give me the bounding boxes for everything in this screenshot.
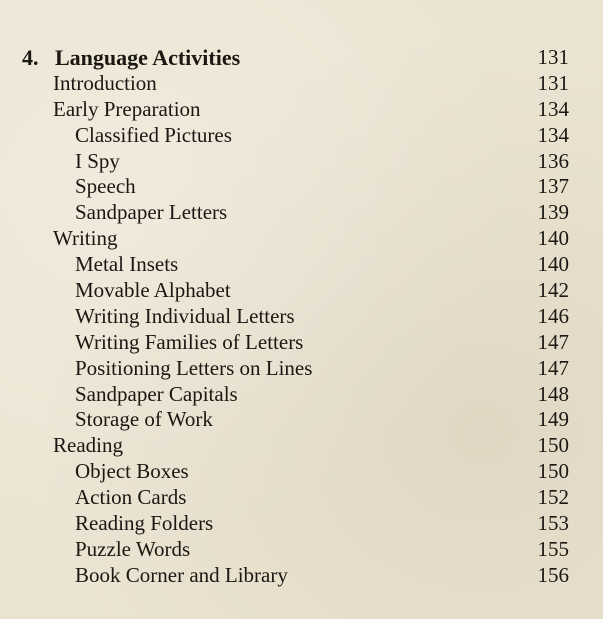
toc-entry-title: Writing Individual Letters [75, 303, 295, 328]
toc-entry-page-number: 137 [537, 174, 569, 199]
toc-entry [0, 356, 603, 382]
toc-entry [0, 511, 603, 537]
table-of-contents [0, 45, 603, 589]
toc-entry [0, 459, 603, 485]
toc-entry-title: Introduction [53, 70, 157, 95]
toc-entry [0, 123, 603, 149]
toc-entry [0, 149, 603, 175]
toc-entry-page-number: 150 [537, 459, 569, 484]
toc-entry-page-number: 142 [537, 278, 569, 303]
toc-entry-title: Metal Insets [75, 252, 179, 277]
toc-entry-page-number: 140 [537, 252, 569, 277]
toc-entry-page-number: 147 [537, 329, 569, 354]
toc-entry-title: Sandpaper Letters [75, 200, 228, 225]
toc-entry [0, 97, 603, 123]
toc-entry [0, 226, 603, 252]
toc-entry-page-number: 152 [537, 485, 569, 510]
toc-entry-page-number: 134 [537, 122, 569, 147]
toc-entry-title: Classified Pictures [75, 122, 232, 147]
toc-entry [0, 485, 603, 511]
toc-entry-title: Object Boxes [75, 459, 189, 484]
toc-entry [0, 537, 603, 563]
toc-entry-title: Action Cards [75, 485, 187, 510]
toc-entry-title: Sandpaper Capitals [75, 381, 238, 406]
toc-entry-page-number: 150 [537, 433, 569, 458]
toc-entry-page-number: 140 [537, 226, 569, 251]
toc-entry [0, 174, 603, 200]
toc-entry-title: Speech [75, 174, 136, 199]
toc-entry-page-number: 149 [537, 407, 569, 432]
toc-entry [0, 71, 603, 97]
toc-entry-page-number: 147 [537, 355, 569, 380]
toc-entry-title: Puzzle Words [75, 536, 191, 561]
toc-entry-title: Writing Families of Letters [75, 329, 304, 354]
toc-entry [0, 200, 603, 226]
toc-entry-title: Book Corner and Library [75, 562, 288, 587]
toc-entry-title: Storage of Work [75, 407, 213, 432]
toc-entry [0, 304, 603, 330]
toc-entry-title: Writing [53, 226, 118, 251]
toc-entry [0, 382, 603, 408]
toc-entry-page-number: 146 [537, 303, 569, 328]
toc-entry-page-number: 156 [537, 562, 569, 587]
section-number: 4. [22, 45, 39, 70]
toc-entry-title: Positioning Letters on Lines [75, 355, 313, 380]
toc-entry [0, 563, 603, 589]
toc-entry-page-number: 153 [537, 511, 569, 536]
toc-entry [0, 407, 603, 433]
toc-entry-title: Early Preparation [53, 96, 201, 121]
toc-entry-title: I Spy [75, 148, 120, 173]
toc-entry-page-number: 131 [537, 70, 569, 95]
toc-entry [0, 330, 603, 356]
toc-entry-page-number: 139 [537, 200, 569, 225]
toc-entry [0, 433, 603, 459]
toc-entries [0, 71, 603, 589]
section-title: Language Activities [55, 45, 241, 70]
toc-entry-page-number: 155 [537, 536, 569, 561]
toc-entry-page-number: 136 [537, 148, 569, 173]
toc-entry-title: Movable Alphabet [75, 278, 231, 303]
toc-entry-title: Reading Folders [75, 511, 214, 536]
toc-entry-page-number: 134 [537, 96, 569, 121]
toc-entry [0, 278, 603, 304]
toc-entry-page-number: 148 [537, 381, 569, 406]
section-page-number: 131 [537, 45, 569, 69]
toc-entry-title: Reading [53, 433, 123, 458]
toc-entry [0, 252, 603, 278]
toc-section-heading [0, 45, 603, 71]
